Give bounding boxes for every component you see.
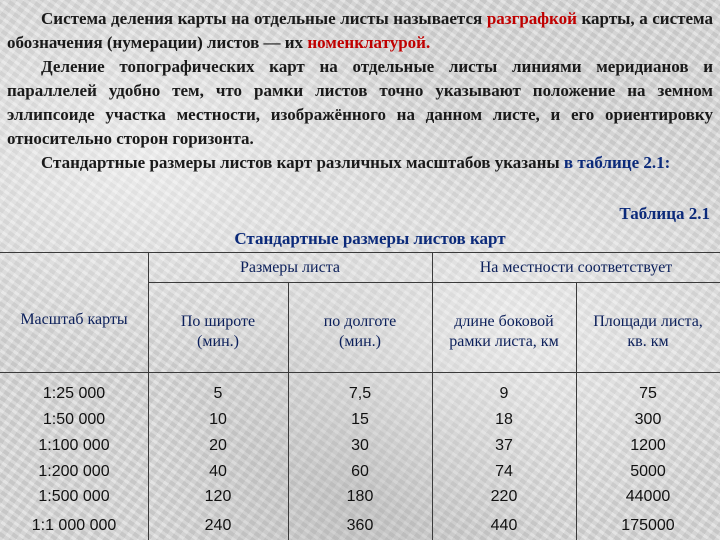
table-title: Стандартные размеры листов карт (234, 229, 506, 248)
table-cell-area: 175000 (621, 517, 675, 534)
table-cell-lon: 15 (351, 411, 369, 428)
table-cell-side: 9 (499, 385, 509, 402)
table-cell-lon: 60 (351, 463, 369, 480)
table-cell-scale: 1:1 000 000 (31, 517, 117, 534)
table-cell-scale: 1:500 000 (38, 488, 110, 505)
body-text (7, 7, 713, 175)
table-number: Таблица 2.1 (619, 204, 710, 223)
table-cell-lat: 10 (209, 411, 227, 428)
table-border-top (0, 252, 720, 253)
table-cell-area: 300 (634, 411, 662, 428)
term-razgrafka: разграфкой (486, 9, 577, 28)
table-cell-area: 5000 (630, 463, 666, 480)
table-cell-lon: 30 (351, 437, 369, 454)
table-cell-lat: 240 (204, 517, 232, 534)
col-header-area: Площади листа, кв. км (593, 313, 703, 350)
paragraph-3-text-a: Стандартные размеры листов карт различных масштабов указаны (41, 153, 564, 172)
table-group-rule (148, 282, 720, 283)
paragraph-3-table-ref: в таблице 2.1: (563, 153, 671, 172)
table-cell-scale: 1:100 000 (38, 437, 110, 454)
table-cell-side: 37 (495, 437, 513, 454)
paragraph-1 (7, 7, 713, 55)
table-cell-scale: 1:50 000 (42, 411, 106, 428)
table-cell-lat: 40 (209, 463, 227, 480)
table-cell-area: 44000 (625, 488, 671, 505)
term-nomenklatura: номенклатурой. (307, 33, 431, 52)
table-cell-lon: 180 (346, 488, 374, 505)
table-cell-lat: 20 (209, 437, 227, 454)
table-cell-scale: 1:25 000 (42, 385, 106, 402)
paragraph-1-text-b: карты, а система обозначения (нумерации) листов — их (7, 9, 714, 52)
table-cell-area: 75 (639, 385, 657, 402)
table-cell-side: 74 (495, 463, 513, 480)
paragraph-2: Деление топографических карт на отдельные листы линиями меридианов и параллелей удобно тем, что рамки листов точно указывают положение на земном эллипсоиде участка местности, изображённого на данном листе, и его ориентировку относительно сторон горизонта. (7, 57, 713, 148)
table-header-rule (0, 372, 720, 373)
table-cell-lon: 360 (346, 517, 374, 534)
col-header-side-length: длине боковой рамки листа, км (449, 313, 559, 350)
paragraph-3 (7, 151, 713, 175)
table-cell-lat: 5 (213, 385, 223, 402)
table-cell-lon: 7,5 (348, 385, 372, 402)
col-header-longitude: по долготе (мин.) (323, 313, 397, 350)
table-cell-lat: 120 (204, 488, 232, 505)
paragraph-1-text-a: Система деления карты на отдельные листы называется (41, 9, 487, 28)
group-header-sheet-size: Размеры листа (239, 259, 340, 276)
table-cell-side: 440 (490, 517, 518, 534)
col-header-latitude: По широте (мин.) (180, 313, 256, 350)
col-header-scale: Масштаб карты (20, 311, 128, 328)
group-header-ground: На местности соответствует (479, 259, 673, 276)
table-cell-side: 220 (490, 488, 518, 505)
table-cell-scale: 1:200 000 (38, 463, 110, 480)
table-cell-area: 1200 (630, 437, 666, 454)
table-cell-side: 18 (495, 411, 513, 428)
